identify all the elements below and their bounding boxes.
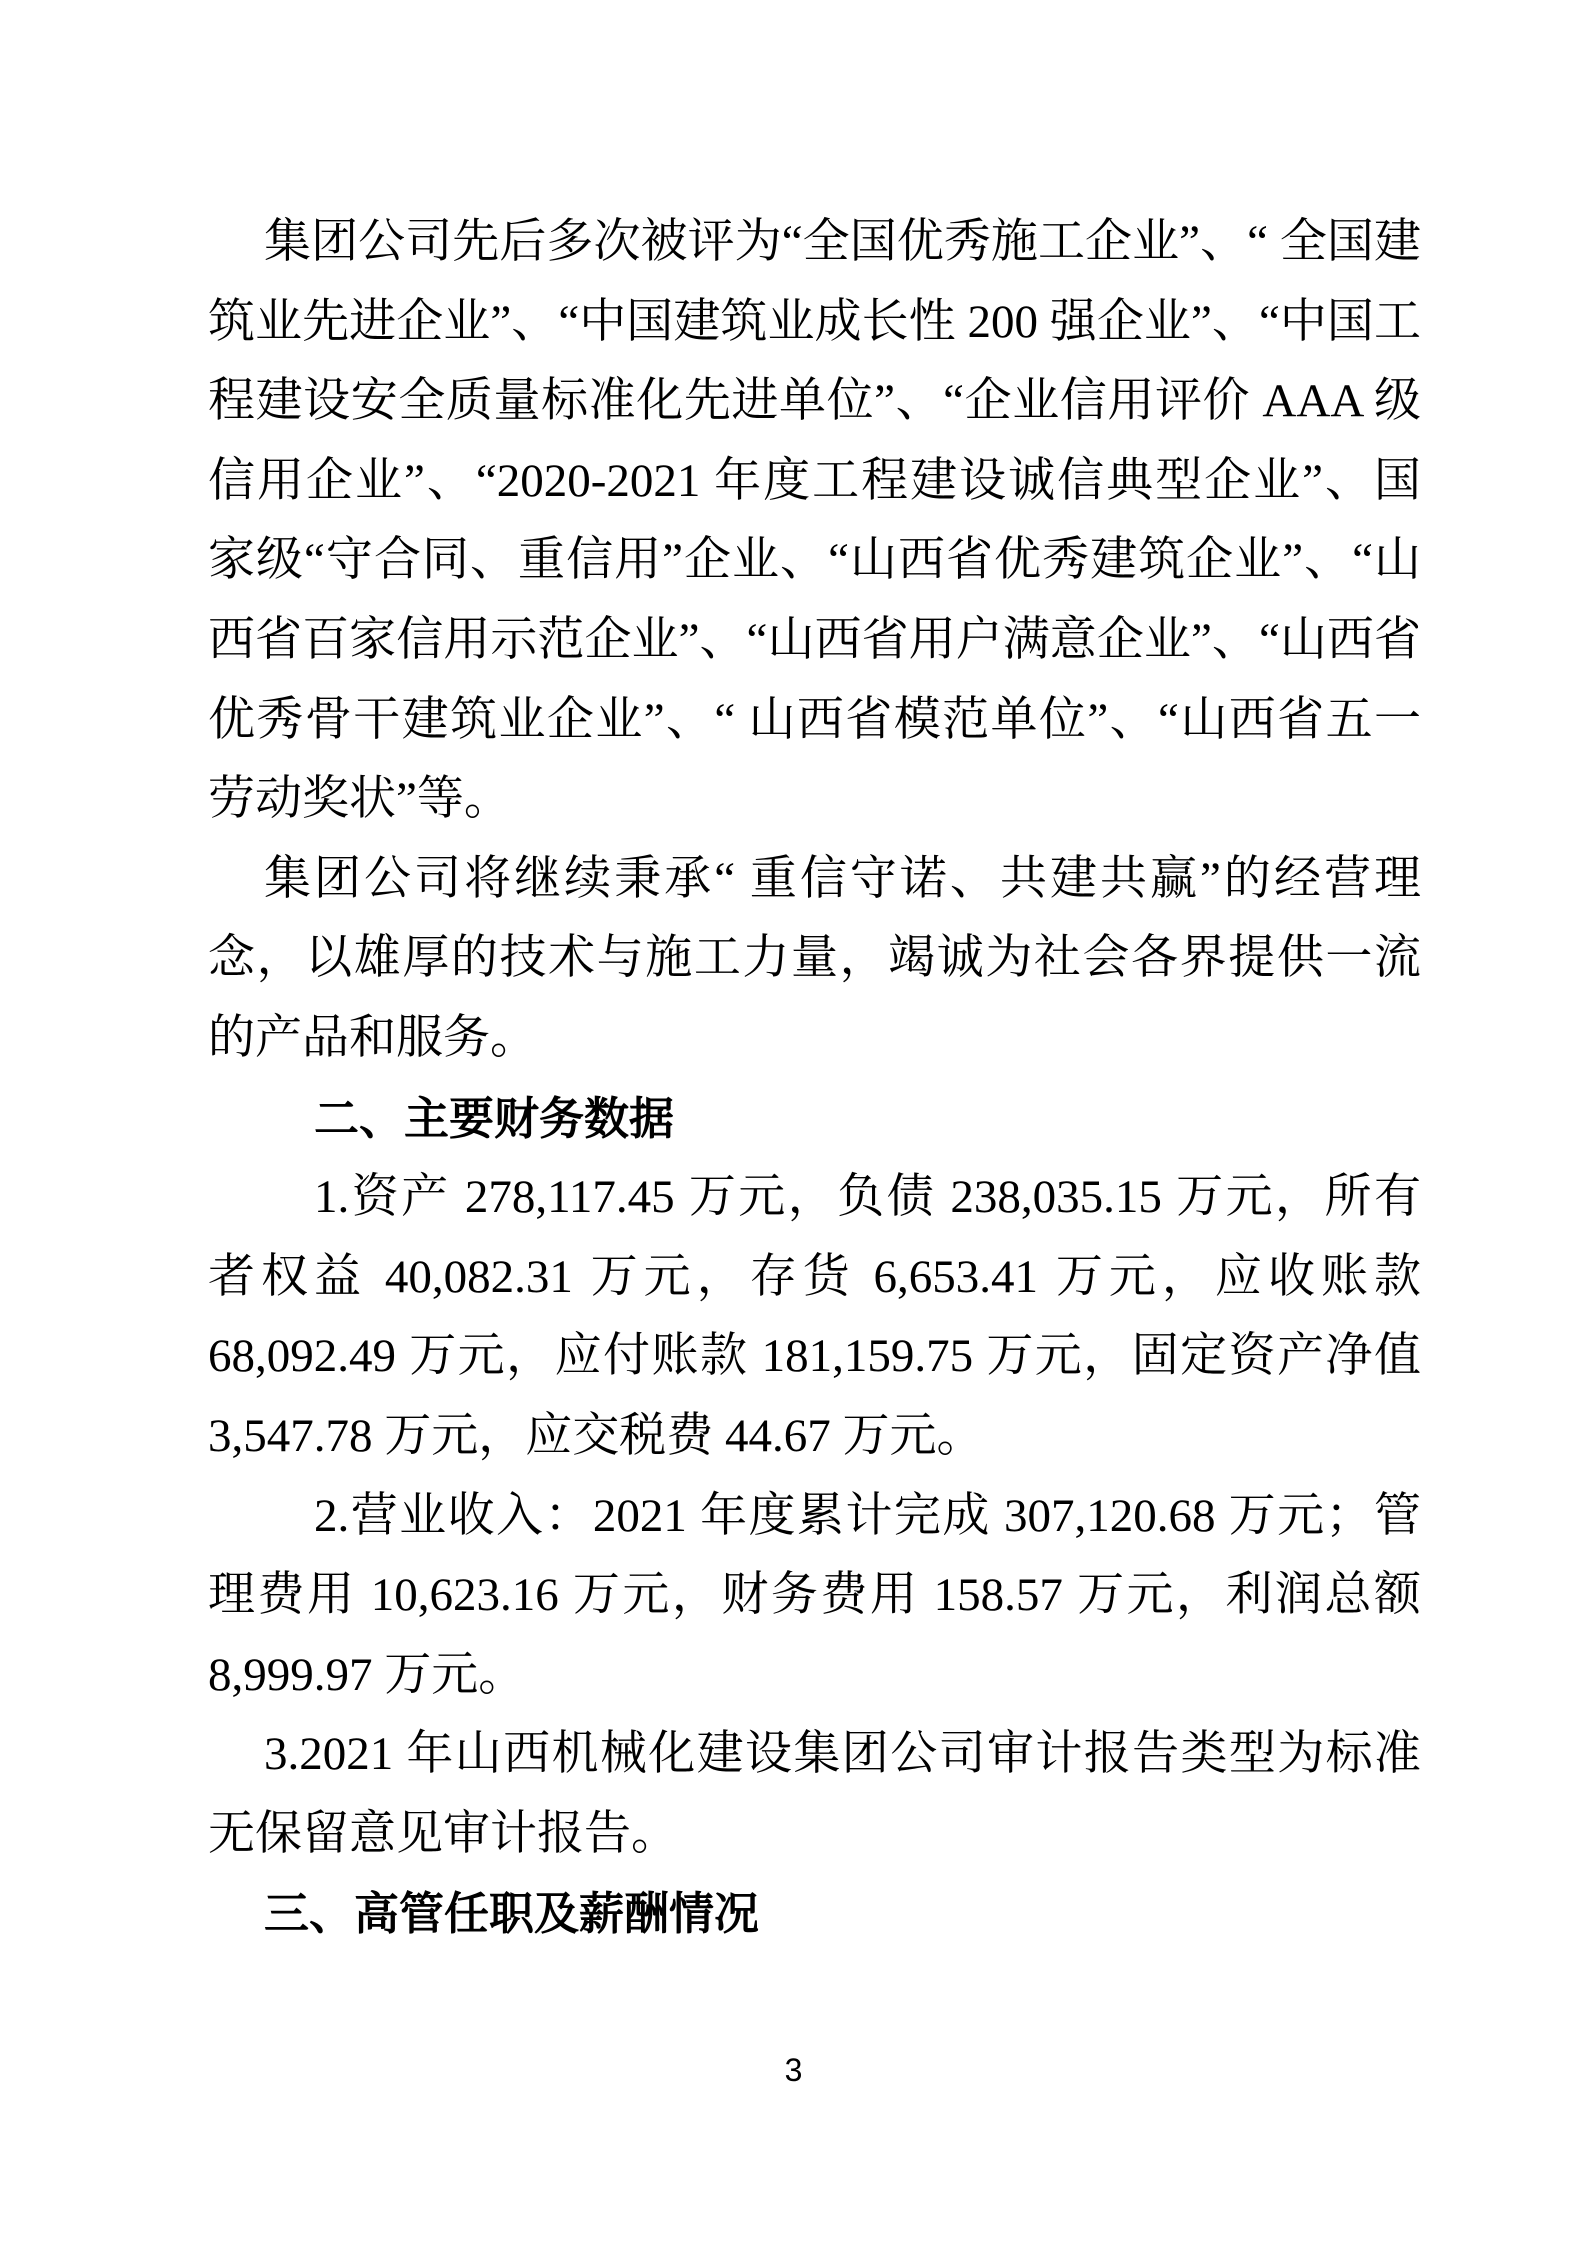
page-number: 3 [784, 2052, 803, 2088]
finance-item-audit-report: 3.2021 年山西机械化建设集团公司审计报告类型为标准无保留意见审计报告。 [208, 1728, 1421, 1860]
page-body [208, 203, 1421, 1954]
finance-section-heading: 二、主要财务数据 [314, 1092, 675, 1144]
philosophy-paragraph: 集团公司将继续秉承“ 重信守诺、共建共赢”的经营理念，以雄厚的技术与施工力量，竭诚为社会各界提供一流的产品和服务。 [208, 852, 1421, 1064]
finance-item-assets: 1.资产 278,117.45 万元，负债 238,035.15 万元，所有者权益 40,082.31 万元，存货 6,653.41 万元，应收账款 68,092.49 万元，应付账款 181,159.75 万元，固定资产净值 3,547.78 万元，应交税费 44.67 万元。 [208, 1171, 1421, 1462]
finance-item-revenue: 2.营业收入：2021 年度累计完成 307,120.68 万元；管理费用 10,623.16 万元，财务费用 158.57 万元，利润总额 8,999.97 万元。 [208, 1489, 1421, 1701]
executives-section-heading: 三、高管任职及薪酬情况 [264, 1888, 760, 1940]
honors-paragraph: 集团公司先后多次被评为“全国优秀施工企业”、“ 全国建筑业先进企业”、“中国建筑业成长性 200 强企业”、“中国工程建设安全质量标准化先进单位”、“企业信用评价 AAA 级信用企业”、“2020-2021 年度工程建设诚信典型企业”、国家级“守合同、重信用”企业、“山西省优秀建筑企业”、“山西省百家信用示范企业”、“山西省用户满意企业”、“山西省优秀骨干建筑业企业”、“ 山西省模范单位”、“山西省五一劳动奖状”等。 [208, 216, 1421, 826]
